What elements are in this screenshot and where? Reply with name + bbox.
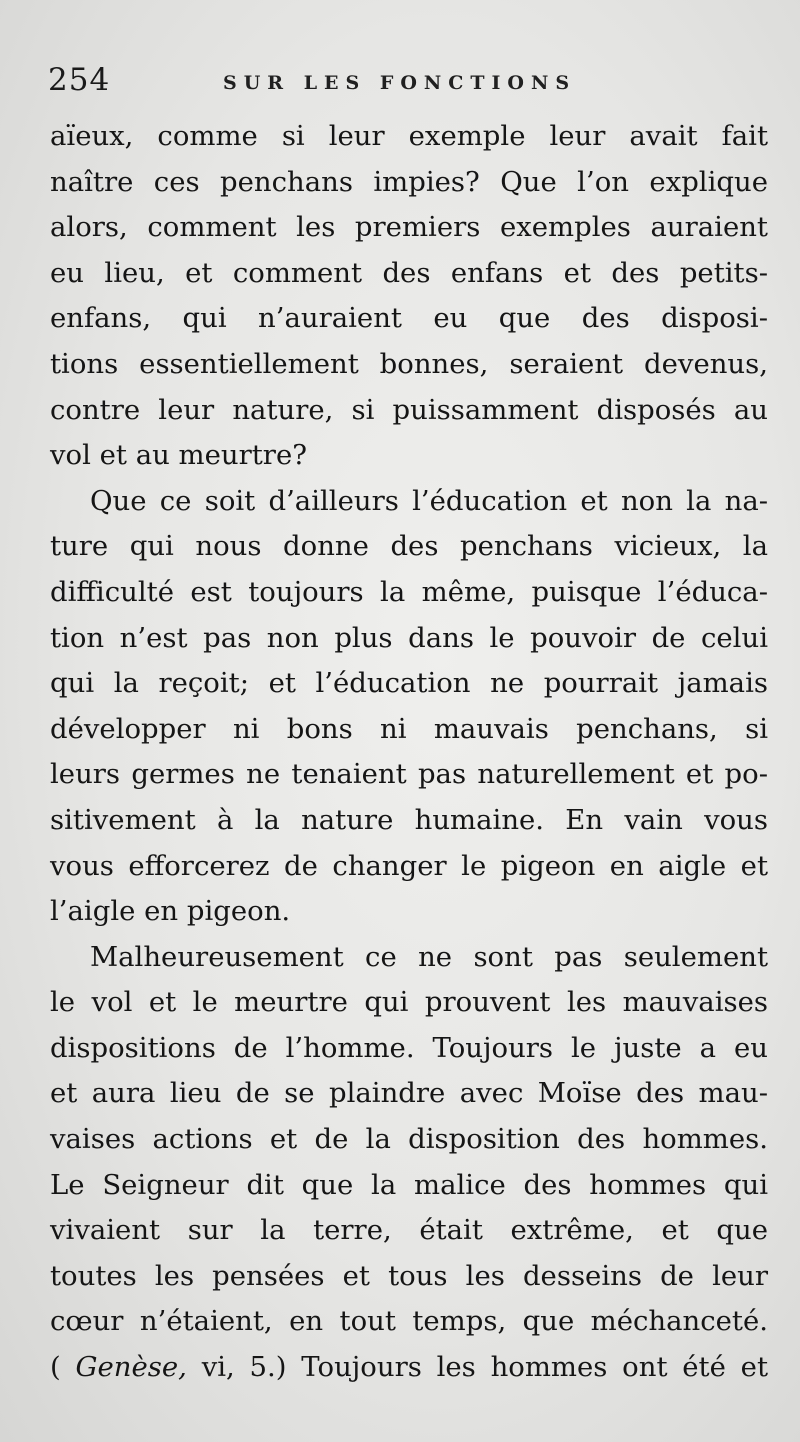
paragraph-start-line: Malheureusement ce ne sont pas seulement xyxy=(90,940,768,973)
citation-line xyxy=(50,1345,768,1391)
text-line: alors, comment les premiers exemples auraient xyxy=(50,211,768,244)
page-header xyxy=(48,62,760,106)
text-line: contre leur nature, si puissamment disposés au xyxy=(50,393,768,426)
text-line: toutes les pensées et tous les desseins de leur xyxy=(50,1259,768,1292)
text-line: vivaient sur la terre, était extrême, et que xyxy=(50,1214,768,1247)
text-line: dispositions de l’homme. Toujours le juste a eu xyxy=(50,1031,768,1064)
text-line: eu lieu, et comment des enfans et des petits- xyxy=(50,256,768,289)
text-line: vous efforcerez de changer le pigeon en aigle et xyxy=(50,849,768,882)
citation-open-paren: ( xyxy=(50,1351,61,1384)
text-line: cœur n’étaient, en tout temps, que méchanceté. xyxy=(50,1305,768,1338)
text-line: développer ni bons ni mauvais penchans, si xyxy=(50,712,768,745)
text-line: le vol et le meurtre qui prouvent les mauvaises xyxy=(50,986,768,1019)
text-line: naître ces penchans impies? Que l’on explique xyxy=(50,165,768,198)
text-line: l’aigle en pigeon. xyxy=(50,895,291,928)
text-line: vaises actions et de la disposition des hommes. xyxy=(50,1123,768,1156)
text-line: vol et au meurtre? xyxy=(50,439,307,472)
citation-book-title: Genèse, xyxy=(75,1351,187,1384)
text-line: tions essentiellement bonnes, seraient devenus, xyxy=(50,347,768,380)
citation-reference: vi, 5.) Toujours les hommes ont été et xyxy=(201,1351,768,1384)
page-number: 254 xyxy=(48,62,111,98)
text-line: difficulté est toujours la même, puisque l’éduca- xyxy=(50,575,768,608)
body-text xyxy=(50,114,768,1391)
text-line: tion n’est pas non plus dans le pouvoir de celui xyxy=(50,621,768,654)
text-line: enfans, qui n’auraient eu que des disposi- xyxy=(50,302,768,335)
text-line: leurs germes ne tenaient pas naturellement et po- xyxy=(50,758,768,791)
text-line: aïeux, comme si leur exemple leur avait fait xyxy=(50,120,768,152)
text-line: ture qui nous donne des penchans vicieux, la xyxy=(50,530,768,563)
text-line: sitivement à la nature humaine. En vain vous xyxy=(50,803,768,836)
paragraph-start-line: Que ce soit d’ailleurs l’éducation et non la na- xyxy=(90,484,768,517)
running-head: SUR LES FONCTIONS xyxy=(223,72,577,94)
text-line: qui la reçoit; et l’éducation ne pourrait jamais xyxy=(50,667,768,700)
text-line: et aura lieu de se plaindre avec Moïse des mau- xyxy=(50,1077,768,1110)
text-line: Le Seigneur dit que la malice des hommes qui xyxy=(50,1168,768,1201)
